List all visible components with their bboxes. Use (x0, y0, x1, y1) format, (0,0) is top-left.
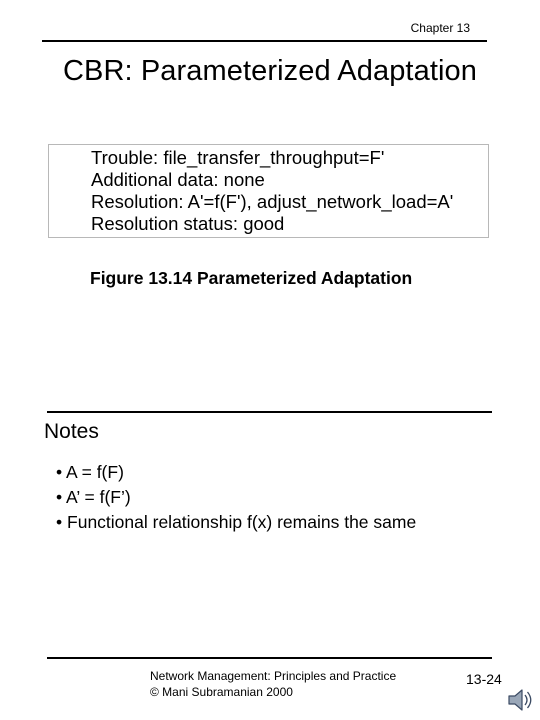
chapter-label: Chapter 13 (410, 21, 470, 35)
list-item-text: Functional relationship f(x) remains the same (67, 512, 417, 532)
list-item (56, 485, 416, 510)
list-item-text: A = f(F) (66, 462, 124, 482)
footer-copyright: © Mani Subramanian 2000 (150, 685, 293, 699)
notes-rule (47, 411, 492, 413)
figure-line-additional-data: Additional data: none (91, 169, 265, 190)
figure-line-resolution-status: Resolution status: good (91, 213, 285, 234)
list-item-text: A’ = f(F’) (66, 487, 131, 507)
figure-caption: Figure 13.14 Parameterized Adaptation (90, 268, 413, 288)
speaker-icon-graphic (505, 685, 535, 715)
notes-heading: Notes (44, 420, 99, 443)
figure-line-trouble: Trouble: file_transfer_throughput=F' (91, 147, 385, 168)
footer-book-title: Network Management: Principles and Practice (150, 669, 397, 683)
notes-list (56, 460, 416, 535)
figure-line-resolution: Resolution: A'=f(F'), adjust_network_load=A' (91, 191, 454, 212)
figure-box (48, 144, 489, 238)
header-rule (42, 40, 487, 42)
slide-title: CBR: Parameterized Adaptation (63, 55, 477, 87)
bullet-icon: • (56, 462, 63, 482)
bullet-icon: • (56, 487, 63, 507)
list-item (56, 510, 416, 535)
speaker-icon[interactable] (505, 685, 535, 715)
bullet-icon: • (56, 512, 63, 532)
footer-rule (47, 657, 492, 659)
footer-text (150, 668, 396, 700)
list-item (56, 460, 416, 485)
page-number: 13-24 (466, 671, 502, 687)
